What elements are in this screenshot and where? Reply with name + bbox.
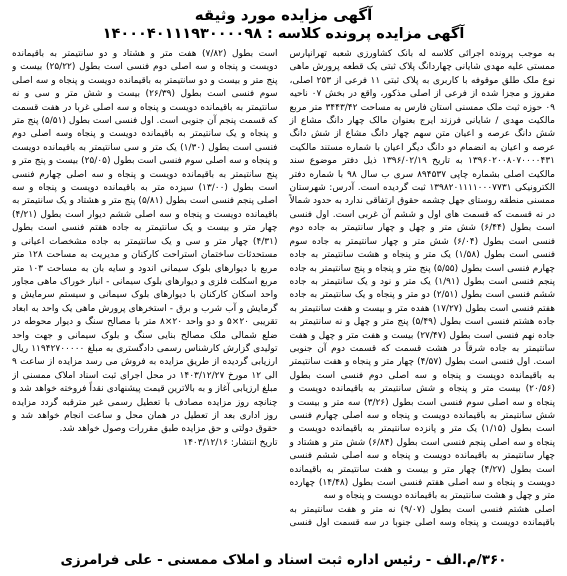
notice-text-part-1: به موجب پرونده اجرائی کلاسه له بانک کشاورزی شعبه تهرانپارس ممستی علیه مهدی شایانی چهاردانگ پلاک ثبتی یک قطعه پرورش ماهی نوع ملک طلق موقوفه با کاربری به پلاک ثبتی ۱۱ فرعی از ۲۵۳ اصلی، مفروز و مجزا شده از فرعی از اصلی مذکور، واقع در بخش ۰۷ ناحیه ۰۹ حوزه ثبت ملک ممسنی استان فارس به مساحت ۳۴۴۳/۴۲ متر مربع مالکیت مهدی / شایانی فرزند ایرج بعنوان مالک چهار دانگ مشاع از شش دانگ عرصه و اعیان متن سهم چهار دانگ مشاع از شش دانگ عرصه و اعیان به انضمام دو دانگ دیگر اعیان با شماره مستند مالکیت ۱۳۹۶۰۲۰۰۸۰۷۰۰۰۰۴۳۱ به تاریخ ۱۳۹۶/۰۲/۱۹ ذیل دفتر موضوع سند مالکیت اصلی بشماره چاپی ۸۹۴۵۳۷ سری ب سال ۹۸ با شماره دفتر الکترونیکی ۱۳۹۸۲۰۱۱۱۱۰۰۰۷۷۳۱ ثبت گردیده است. آدرس: شهرستان ممسنی منطقه روستای جهل چشمه حقوق ارتفاقی ندارد به حدود شمالاً در نه قسمت که قسمت های اول و ششم آن غربی است. اول فنسی است بطول (۶/۴۴) شش متر و چهل و چهار سانتیمتر به جاده دوم فنسی است بطول (۶/۰۴) شش متر و چهار سانتیمتر به جاده سوم فنسی است بطول (۱/۵۸) یک متر و پنجاه و هشت سانتیمتر به جاده چهارم فنسی است بطول (۵/۵۵) پنج متر و پنجاه و پنج سانتیمتر به جاده پنجم فنسی است بطول (۱/۹۱) یک متر و نود و یک سانتیمتر به جاده ششم فنسی است بطول (۲/۵۱) دو متر و پنجاه و یک سانتیمتر به جاده هفتم فنسی است بطول (۱۷/۲۷) هفده متر و بیست و هفت سانتیمتر به جاده هشتم فنسی است بطول (۵/۴۹) پنج متر و چهل و نه سانتیمتر به جاده نهم فنسی است بطول (۲۷/۴۷) بیست و هفت متر و چهل و هفت سانتیمتر به جاده شرقاً در هشت قسمت که قسمت دوم آن جنوبی است. اول فنسی است بطول (۴/۵۷) چهار متر و پنجاه و هفت سانتیمتر به باقیمانده دویست و پنجاه و سه اصلی دوم فنسی است بطول (۲۰/۵۶) بیست متر و پنجاه و شش سانتیمتر به باقیمانده دویست و پنجاه و سه اصلی سوم فنسی است بطول (۳/۲۶) سه متر و بیست و شش سانتیمتر به باقیمانده دویست و پنجاه و سه اصلی چهارم فنسی است بطول (۱/۱۵) یک متر و پانزده سانتیمتر به باقیمانده دویست و پنجاه و سه اصلی پنجم فنسی است بطول (۶/۸۴) شش متر و هشتاد و چهار سانتیمتر به باقیمانده دویست و پنجاه و سه اصلی ششم فنسی است بطول (۴/۲۷) چهار متر و بیست و هفت سانتیمتر به باقیمانده دویست و پنجاه و سه اصلی هفتم فنسی است بطول (۱۴/۴۸) چهارده متر و چهل و هشت سانتیمتر به باقیمانده دویست و پنجاه و سه [289, 49, 555, 502]
notice-title: آگهی مزایده مورد وثیقه [194, 6, 373, 24]
notice-body [12, 48, 555, 544]
publication-date: تاریخ انتشار: ۱۴۰۳/۱۲/۱۶ [183, 437, 278, 448]
signature-footer: ۳۶۰/م.الف - رئیس اداره ثبت اسناد و املاک ممسنی - علی فرامرزی [60, 552, 507, 568]
notice-columns [12, 48, 555, 544]
notice-text-part-2: اصلی هشتم فنسی است بطول (۹/۰۷) نه متر و هفت سانتیمتر به باقیمانده دویست و پنجاه وسه اصلی جنوبا در سه قسمت اول فنسی است بطول (۷/۸۲) هفت متر و هشتاد و دو سانتیمتر به باقیمانده دویست و پنجاه و سه اصلی دوم فنسی است بطول (۲۵/۲۲) بیست و پنج متر و بیست و دو سانتیمتر به باقیمانده دویست و پنجاه و سه اصلی سوم فنسی است بطول (۲۶/۳۹) بیست و شش متر و سی و نه سانتیمتر به باقیمانده دویست و پنجاه و سه اصلی غربا در هفت قسمت که قسمت پنجم آن جنوبی است. اول فنسی است بطول (۵/۵۱) پنج متر و پنجاه و یک سانتیمتر به باقیمانده دویست و پنجاه وسه اصلی دوم فنسی است بطول (۱/۳۰) یک متر و سی سانتیمتر به باقیمانده دویست و پنجاه و سه اصلی سوم فنسی است بطول (۲۵/۰۵) بیست و پنج متر و پنج سانتیمتر به باقیمانده دویست و پنجاه و سه اصلی چهارم فنسی است بطول (۱۳/۰۰) سیزده متر به باقیمانده دویست و پنجاه و سه اصلی پنجم فنسی است بطول (۵/۸۱) پنج متر و هشتاد و یک سانتیمتر به باقیمانده دویست و پنجاه و سه اصلی ششم دیوار است بطول (۴/۲۱) چهار متر و بیست و یک سانتیمتر به جاده هفتم فنسی است بطول (۴/۳۱) چهار متر و سی و یک سانتیمتر به جاده مشخصات اعیانی و مستحدثات ساختمان استراحت کارکنان و مدیریت به مساحت ۱۲۸ متر مربع با دیوارهای بلوک سیمانی اندود و سایه بان به مساحت ۱۰۳ متر مربع اسکلت فلزی و دیوارهای بلوک سیمانی - انبار خوراک ماهی مجاور واحد اسکان کارکنان با دیوارهای بلوک سیمانی و سیستم سرمایش و گرمایش و آب شرب و برق - استخرهای پرورش ماهی یک واحد به ابعاد تقریبی ۲۰×۵ و دو واحد ۲۰×۸ متر با مصالح سنگ و دیوار محوطه در ضلع شمالی ملک مصالح بنایی سنگ و بلوک سیمانی و جهت واحد تولیدی گزارش کارشناس رسمی دادگستری به مبلغ ۱۱۹۴۲۷۰۰۰۰۰ ریال ارزیابی گردیده از طریق مزایده به فروش می رسد مزایده از ساعت ۹ الی ۱۲ مورخ ۱۴۰۳/۱۲/۲۷ در محل اجرای ثبت اسناد املاک ممسنی از مبلغ ارزیابی آغاز و به بالاترین قیمت پیشنهادی نقداً فروخته خواهد شد و چنانچه روز مزایده مصادف با تعطیل رسمی غیر مترقبه گردد مزایده روز اداری بعد از تعطیل در همان محل و ساعت انجام خواهد شد و حقوق دولتی و حق مزایده طبق مقررات وصول خواهد شد. [12, 49, 555, 529]
case-number-heading: آگهی مزایده پرونده کلاسه : ۱۴۰۰۰۴۰۱۱۱۹۳۰۰۰۰۹۸ [102, 26, 465, 42]
